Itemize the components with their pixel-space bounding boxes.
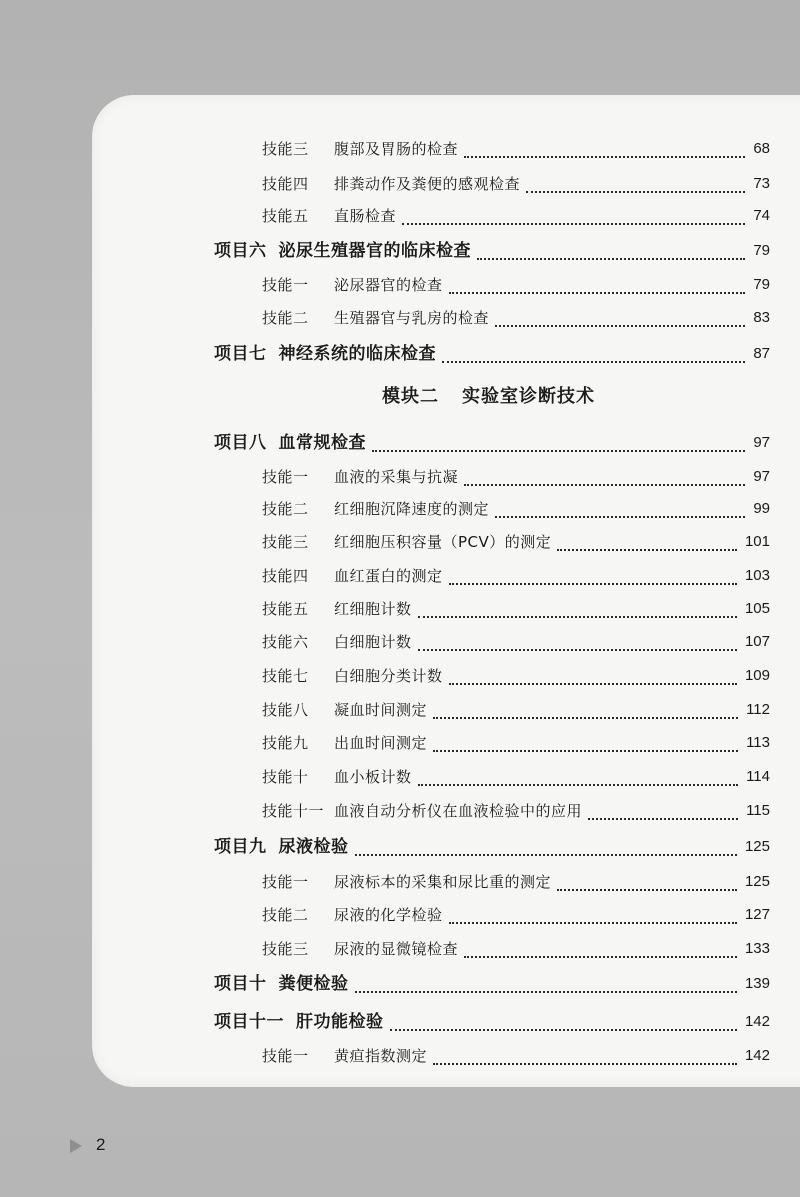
toc-entry-page: 113 — [742, 728, 770, 758]
toc-leader-dots — [449, 581, 737, 585]
toc-entry — [0, 169, 800, 199]
toc-entry-title: 红细胞计数 — [334, 600, 412, 618]
toc-entry-title: 排粪动作及粪便的感观检查 — [334, 175, 521, 193]
toc-leader-dots — [418, 614, 737, 618]
toc-leader-dots — [442, 359, 745, 363]
toc-leader-dots — [433, 1061, 737, 1065]
toc-entry-page: 79 — [749, 236, 770, 266]
toc-entry-label — [262, 695, 431, 725]
toc-leader-dots — [390, 1027, 737, 1031]
toc-entry-number: 技能三 — [262, 940, 309, 958]
toc-entry — [0, 236, 800, 266]
toc-leader-dots — [418, 647, 737, 651]
toc-entry-label — [214, 339, 440, 369]
toc-entry-label — [262, 900, 447, 930]
toc-entry-title: 尿液检验 — [278, 837, 349, 857]
module-heading — [0, 381, 800, 413]
toc-entry-number: 技能五 — [262, 600, 309, 618]
toc-entry — [0, 561, 800, 591]
toc-entry-page: 125 — [741, 832, 770, 862]
toc-entry-number: 项目十一 — [214, 1012, 284, 1032]
toc-entry-label — [262, 627, 416, 657]
toc-entry — [0, 661, 800, 691]
toc-entry-title: 神经系统的临床检查 — [278, 344, 436, 364]
toc-leader-dots — [588, 816, 738, 820]
toc-leader-dots — [526, 189, 745, 193]
toc-entry-label — [262, 494, 493, 524]
toc-entry — [0, 270, 800, 300]
toc-leader-dots — [355, 852, 737, 856]
toc-entry — [0, 339, 800, 369]
toc-entry — [0, 201, 800, 231]
toc-entry-number: 技能七 — [262, 667, 309, 685]
toc-entry-title: 血红蛋白的测定 — [334, 567, 443, 585]
toc-entry-number: 项目八 — [214, 433, 267, 453]
toc-entry-number: 技能二 — [262, 906, 309, 924]
toc-leader-dots — [464, 482, 745, 486]
toc-entry-number: 项目十 — [214, 974, 267, 994]
toc-entry — [0, 695, 800, 725]
toc-entry-label — [214, 236, 475, 266]
toc-entry-page: 97 — [749, 462, 770, 492]
toc-entry-title: 血液自动分析仪在血液检验中的应用 — [334, 802, 583, 820]
toc-entry-page: 125 — [741, 867, 770, 897]
toc-entry-page: 109 — [741, 661, 770, 691]
toc-entry — [0, 796, 800, 826]
toc-entry-page: 142 — [741, 1041, 770, 1071]
toc-entry-page: 79 — [749, 270, 770, 300]
toc-entry-page: 112 — [742, 695, 770, 725]
toc-entry-page: 115 — [742, 796, 770, 826]
toc-entry — [0, 134, 800, 164]
toc-entry-page: 87 — [749, 339, 770, 369]
toc-entry-number: 技能一 — [262, 468, 309, 486]
toc-entry-number: 项目九 — [214, 837, 267, 857]
toc-leader-dots — [355, 989, 737, 993]
toc-entry — [0, 762, 800, 792]
toc-entry — [0, 494, 800, 524]
toc-entry-label — [262, 661, 447, 691]
toc-entry — [0, 728, 800, 758]
toc-entry-label — [262, 594, 416, 624]
toc-entry — [0, 527, 800, 557]
toc-entry-label — [262, 1041, 431, 1071]
toc-entry-number: 技能一 — [262, 1047, 309, 1065]
toc-entry-title: 黄疸指数测定 — [334, 1047, 428, 1065]
toc-entry-label — [262, 462, 462, 492]
toc-entry-page: 105 — [741, 594, 770, 624]
toc-entry-title: 凝血时间测定 — [334, 701, 428, 719]
toc-entry-title: 肝功能检验 — [296, 1012, 384, 1032]
toc-entry-title: 泌尿生殖器官的临床检查 — [278, 241, 471, 261]
toc-entry-number: 技能十 — [262, 768, 309, 786]
toc-entry-page: 103 — [741, 561, 770, 591]
toc-entry-title: 红细胞压积容量（PCV）的测定 — [334, 533, 552, 551]
toc-leader-dots — [495, 323, 745, 327]
toc-leader-dots — [449, 290, 745, 294]
toc-entry-page: 97 — [749, 428, 770, 458]
toc-entry-number: 技能一 — [262, 873, 309, 891]
toc-entry-title: 腹部及胃肠的检查 — [334, 140, 459, 158]
toc-leader-dots — [418, 782, 738, 786]
toc-leader-dots — [495, 514, 745, 518]
toc-entry-page: 68 — [749, 134, 770, 164]
toc-entry — [0, 627, 800, 657]
toc-entry-title: 血常规检查 — [278, 433, 366, 453]
toc-entry-page: 114 — [742, 762, 770, 792]
toc-entry-number: 技能三 — [262, 533, 309, 551]
toc-entry-label — [262, 762, 416, 792]
toc-entry-label — [262, 867, 555, 897]
toc-entry-number: 技能四 — [262, 175, 309, 193]
toc-leader-dots — [372, 448, 745, 452]
toc-entry — [0, 428, 800, 458]
toc-entry — [0, 934, 800, 964]
toc-entry — [0, 900, 800, 930]
toc-entry-page: 101 — [741, 527, 770, 557]
page-number: 2 — [96, 1135, 106, 1154]
toc-entry-title: 白细胞分类计数 — [334, 667, 443, 685]
toc-entry-number: 技能九 — [262, 734, 309, 752]
toc-entry-number: 技能八 — [262, 701, 309, 719]
toc-entry-number: 技能二 — [262, 500, 309, 518]
toc-entry — [0, 969, 800, 999]
toc-entry-number: 技能四 — [262, 567, 309, 585]
toc-entry-page: 99 — [749, 494, 770, 524]
toc-entry-title: 粪便检验 — [278, 974, 349, 994]
toc-leader-dots — [557, 547, 737, 551]
module-number: 模块二 — [382, 386, 439, 407]
toc-leader-dots — [449, 681, 737, 685]
toc-entry-title: 血小板计数 — [334, 768, 412, 786]
toc-entry — [0, 462, 800, 492]
toc-entry-label — [262, 303, 493, 333]
toc-entry-label — [262, 728, 431, 758]
toc-leader-dots — [449, 920, 737, 924]
toc-entry-title: 血液的采集与抗凝 — [334, 468, 459, 486]
toc-entry-label — [214, 1007, 388, 1037]
toc-entry-page: 127 — [741, 900, 770, 930]
toc-entry-page: 139 — [741, 969, 770, 999]
toc-entry-label — [262, 201, 400, 231]
toc-entry-number: 技能十一 — [262, 802, 325, 820]
toc-entry-number: 技能二 — [262, 309, 309, 327]
page-arrow-icon — [70, 1139, 82, 1153]
toc-leader-dots — [477, 256, 745, 260]
toc-entry-page: 107 — [741, 627, 770, 657]
toc-entry-label — [214, 428, 370, 458]
toc-entry-title: 尿液标本的采集和尿比重的测定 — [334, 873, 552, 891]
toc-entry-title: 尿液的化学检验 — [334, 906, 443, 924]
toc-entry — [0, 1007, 800, 1037]
toc-entry-number: 技能一 — [262, 276, 309, 294]
toc-entry-label — [262, 796, 586, 826]
toc-entry-page: 142 — [741, 1007, 770, 1037]
toc-entry-number: 技能五 — [262, 207, 309, 225]
toc-entry-page: 133 — [741, 934, 770, 964]
module-title: 实验室诊断技术 — [462, 386, 595, 407]
toc-entry-label — [262, 561, 447, 591]
toc-entry-title: 白细胞计数 — [334, 633, 412, 651]
toc-leader-dots — [433, 748, 738, 752]
toc-entry-number: 技能三 — [262, 140, 309, 158]
toc-entry-page: 73 — [749, 169, 770, 199]
toc-entry — [0, 832, 800, 862]
toc-entry-label — [262, 134, 462, 164]
toc-entry-label — [214, 969, 353, 999]
toc-leader-dots — [464, 154, 745, 158]
toc-entry-page: 74 — [749, 201, 770, 231]
toc-entry — [0, 1041, 800, 1071]
toc-entry-title: 红细胞沉降速度的测定 — [334, 500, 490, 518]
toc-leader-dots — [433, 715, 738, 719]
toc-entry-number: 项目七 — [214, 344, 267, 364]
toc-entry — [0, 303, 800, 333]
toc-entry-label — [262, 527, 555, 557]
toc-entry-label — [262, 169, 524, 199]
toc-entry-title: 直肠检查 — [334, 207, 397, 225]
toc-entry-title: 尿液的显微镜检查 — [334, 940, 459, 958]
toc-entry-title: 出血时间测定 — [334, 734, 428, 752]
toc-leader-dots — [464, 954, 737, 958]
toc-entry — [0, 594, 800, 624]
toc-entry-label — [262, 934, 462, 964]
toc-leader-dots — [402, 221, 745, 225]
toc-entry-label — [214, 832, 353, 862]
toc-entry-number: 技能六 — [262, 633, 309, 651]
toc-entry-page: 83 — [749, 303, 770, 333]
toc-entry-label — [262, 270, 447, 300]
toc-entry-number: 项目六 — [214, 241, 267, 261]
toc-entry — [0, 867, 800, 897]
toc-entry-title: 生殖器官与乳房的检查 — [334, 309, 490, 327]
toc-entry-title: 泌尿器官的检查 — [334, 276, 443, 294]
toc-leader-dots — [557, 887, 737, 891]
